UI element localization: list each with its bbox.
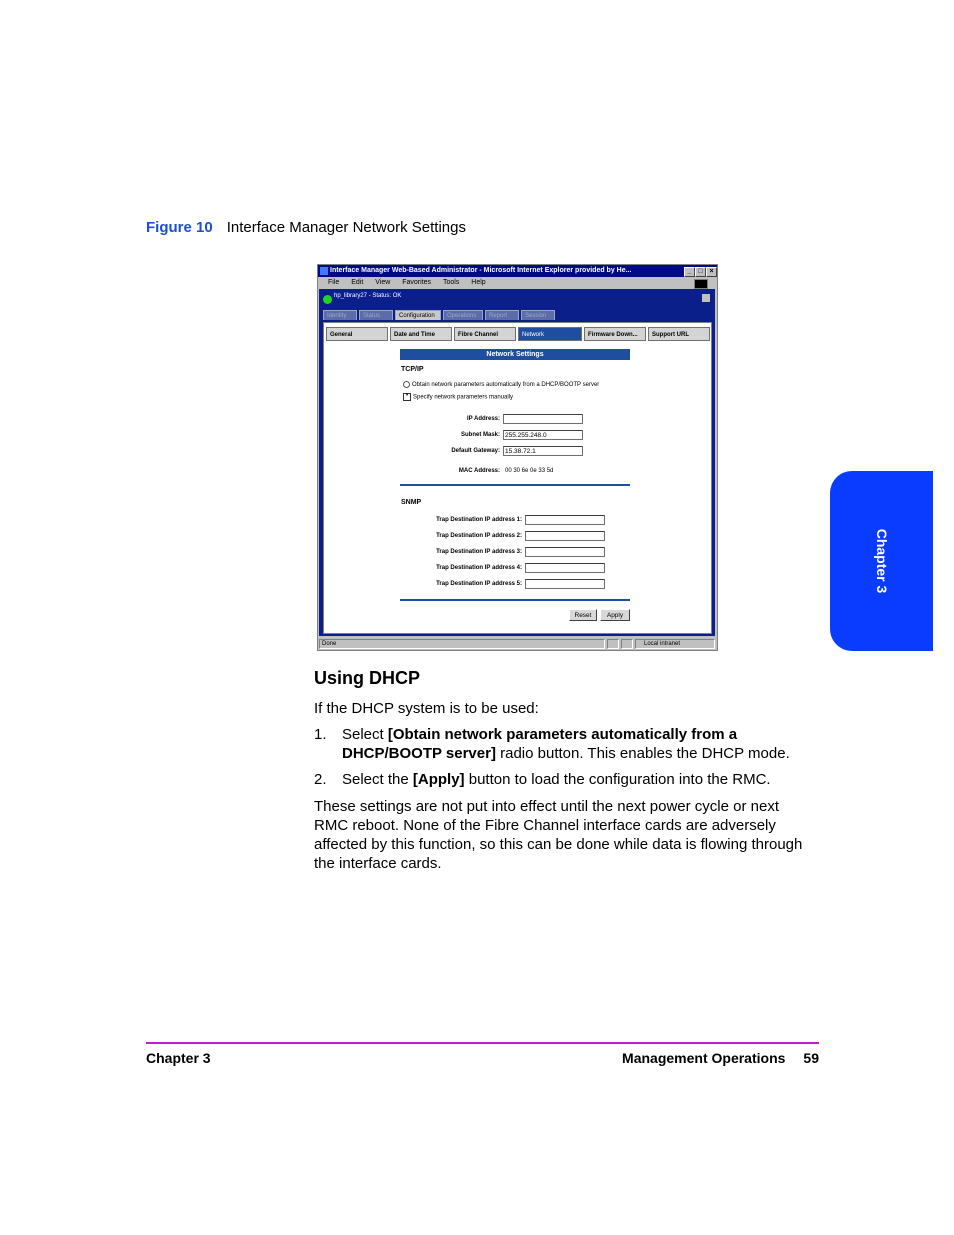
radio-manual-label: Specify network parameters manually	[413, 394, 514, 401]
subtab-network[interactable]: Network	[518, 327, 582, 341]
chapter-side-tab-label: Chapter 3	[873, 528, 890, 594]
radio-dhcp[interactable]	[403, 381, 599, 388]
chapter-side-tab	[830, 471, 933, 651]
tab-status[interactable]: Status	[359, 310, 393, 320]
menu-help[interactable]: Help	[471, 279, 486, 286]
footer-rule	[146, 1042, 819, 1044]
subtab-fibre-channel[interactable]: Fibre Channel	[454, 327, 516, 341]
trap-4-label: Trap Destination IP address 4:	[436, 565, 522, 571]
status-empty	[621, 639, 633, 649]
ie-icon	[320, 267, 328, 275]
intro-text: If the DHCP system is to be used:	[314, 700, 539, 717]
windows-logo-icon	[694, 279, 708, 289]
status-ok-icon	[323, 295, 332, 304]
menu-view[interactable]: View	[375, 279, 391, 286]
mac-address-value: 00 30 6e 0e 33 5d	[505, 468, 554, 474]
step-1-post: radio button. This enables the DHCP mode.	[495, 745, 790, 762]
minimize-icon[interactable]: _	[684, 267, 695, 277]
maximize-icon[interactable]: □	[695, 267, 706, 277]
tab-configuration[interactable]: Configuration	[395, 310, 441, 320]
browser-screenshot	[317, 264, 718, 651]
network-settings-header: Network Settings	[400, 349, 630, 360]
tab-report[interactable]: Report	[485, 310, 519, 320]
step-1-bold: [Obtain network parameters automatically from a DHCP/BOOTP server]	[342, 726, 738, 762]
ip-address-field[interactable]	[503, 414, 583, 424]
window-title: Interface Manager Web-Based Administrator - Microsoft Internet Explorer provided by He...	[330, 267, 632, 274]
subtab-date-time[interactable]: Date and Time	[390, 327, 452, 341]
step-2-text	[342, 770, 771, 789]
config-subtabs	[326, 327, 711, 341]
radio-dhcp-icon[interactable]	[403, 381, 410, 388]
trap-3-label: Trap Destination IP address 3:	[436, 549, 522, 555]
status-empty	[607, 639, 619, 649]
step-2-number: 2.	[314, 771, 327, 788]
close-icon[interactable]: ×	[706, 267, 717, 277]
figure-number: Figure 10	[146, 219, 213, 236]
trap-5-label: Trap Destination IP address 5:	[436, 581, 522, 587]
footer-section-title: Management Operations	[622, 1050, 786, 1066]
tab-operations[interactable]: Operations	[443, 310, 483, 320]
subtab-general[interactable]: General	[326, 327, 388, 341]
section-divider	[400, 484, 630, 486]
configuration-panel	[323, 322, 712, 634]
radio-manual-icon[interactable]: •	[403, 393, 411, 401]
trap-1-label: Trap Destination IP address 1:	[436, 517, 522, 523]
status-done: Done	[319, 639, 605, 649]
footer-title	[622, 1050, 819, 1066]
footer-chapter: Chapter 3	[146, 1050, 211, 1066]
tcpip-title: TCP/IP	[401, 366, 424, 373]
page-number: 59	[803, 1050, 819, 1066]
trap-2-label: Trap Destination IP address 2:	[436, 533, 522, 539]
subnet-mask-label: Subnet Mask:	[460, 432, 500, 438]
radio-dhcp-label: Obtain network parameters automatically from a DHCP/BOOTP server	[412, 382, 600, 389]
figure-caption	[146, 219, 466, 236]
trap-3-field[interactable]	[525, 547, 605, 557]
browser-status-bar	[318, 638, 717, 650]
ip-address-label: IP Address:	[466, 416, 500, 422]
closing-paragraph: These settings are not put into effect until the next power cycle or next RMC reboot. None of the Fibre Channel interface cards are adversely affected by this function, so this can be done while data is flowing through the interface cards.	[314, 798, 803, 872]
step-2-post: button to load the configuration into the RMC.	[464, 771, 771, 788]
figure-title: Interface Manager Network Settings	[226, 219, 466, 236]
trap-5-field[interactable]	[525, 579, 605, 589]
section-divider	[400, 599, 630, 601]
tab-session[interactable]: Session	[521, 310, 555, 320]
default-gateway-field[interactable]: 15.38.72.1	[503, 446, 583, 456]
trap-2-field[interactable]	[525, 531, 605, 541]
menu-favorites[interactable]: Favorites	[402, 279, 432, 286]
snmp-title: SNMP	[401, 499, 422, 506]
step-1-pre: Select	[342, 726, 388, 743]
menu-edit[interactable]: Edit	[351, 279, 364, 286]
trap-1-field[interactable]	[525, 515, 605, 525]
radio-manual[interactable]	[403, 393, 513, 401]
window-titlebar	[318, 265, 717, 277]
subnet-mask-field[interactable]: 255.255.248.0	[503, 430, 583, 440]
step-2-pre: Select the	[342, 771, 413, 788]
step-1-number: 1.	[314, 726, 327, 743]
status-zone: Local intranet	[635, 639, 715, 649]
trap-4-field[interactable]	[525, 563, 605, 573]
section-heading: Using DHCP	[314, 668, 421, 688]
step-2-bold: [Apply]	[412, 771, 465, 788]
menu-tools[interactable]: Tools	[443, 279, 460, 286]
scroll-up-icon[interactable]	[702, 294, 710, 302]
default-gateway-label: Default Gateway:	[451, 448, 500, 454]
mac-address-label: MAC Address:	[458, 468, 500, 474]
page-content	[319, 289, 715, 636]
tab-identity[interactable]: Identity	[323, 310, 357, 320]
menu-file[interactable]: File	[328, 279, 340, 286]
menu-bar	[318, 277, 717, 288]
step-1-text	[342, 725, 822, 763]
reset-button[interactable]: Reset	[569, 609, 597, 621]
subtab-firmware[interactable]: Firmware Down...	[584, 327, 646, 341]
library-status: hp_library27 - Status: OK	[334, 293, 402, 299]
apply-button[interactable]: Apply	[600, 609, 630, 621]
subtab-support-url[interactable]: Support URL	[648, 327, 710, 341]
